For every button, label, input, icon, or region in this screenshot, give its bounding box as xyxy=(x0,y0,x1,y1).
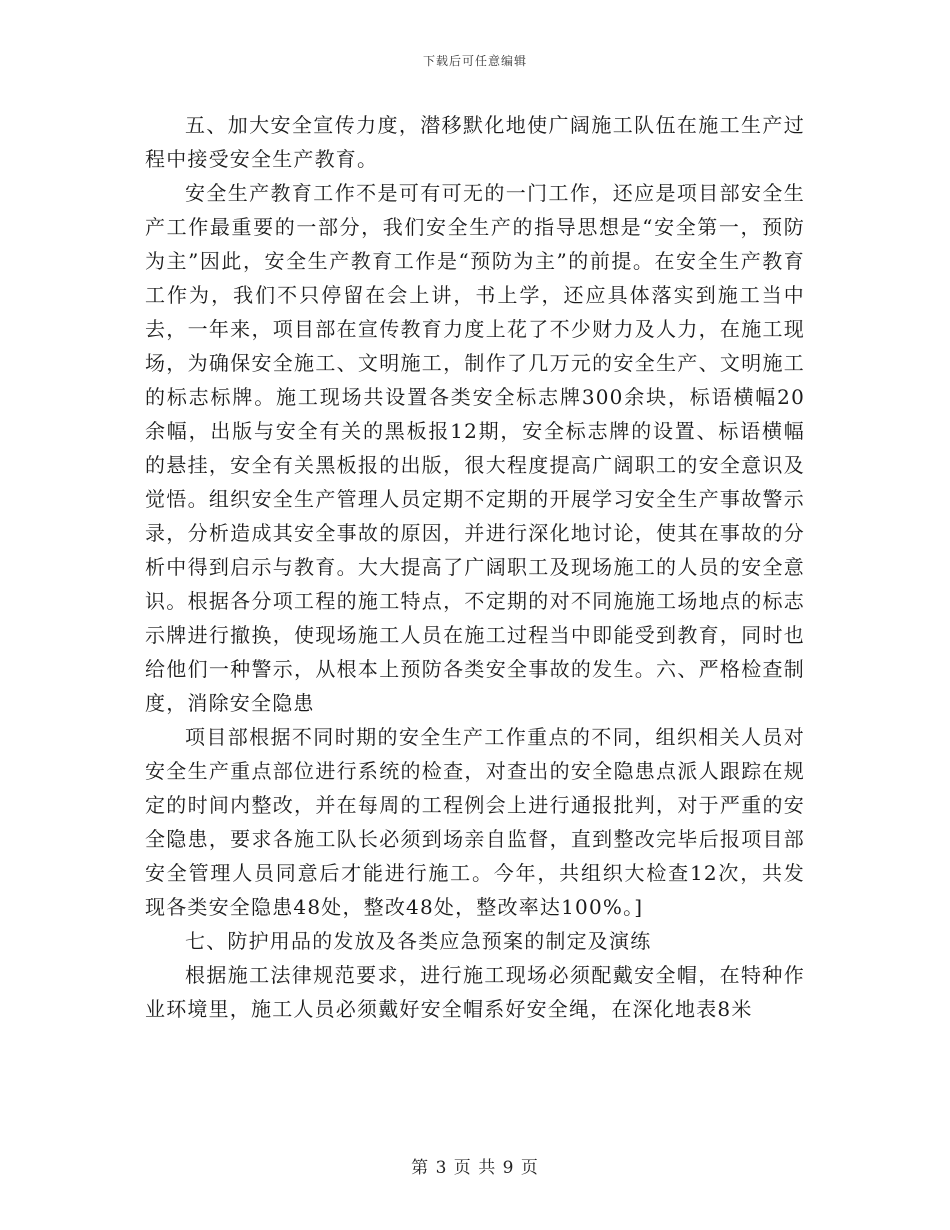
section-seven-heading: 七、防护用品的发放及各类应急预案的制定及演练 xyxy=(185,929,652,953)
page-header-note: 下载后可任意编辑 xyxy=(422,54,527,68)
protective-equipment-paragraph: 根据施工法律规范要求，进行施工现场必须配戴安全帽，在特种作业环境里，施工人员必须戴好安全帽系好安全绳，在深化地表8米 xyxy=(145,963,805,1021)
safety-education-paragraph: 安全生产教育工作不是可有可无的一门工作，还应是项目部安全生产工作最重要的一部分，我们安全生产的指导思想是“安全第一，预防为主”因此，安全生产教育工作是“预防为主”的前提。在安全生产教育工作为，我们不只停留在会上讲，书上学，还应具体落实到施工当中去，一年来，项目部在宣传教育力度上花了不少财力及人力，在施工现场，为确保安全施工、文明施工，制作了几万元的安全生产、文明施工的标志标牌。施工现场共设置各类安全标志牌300余块，标语横幅20余幅，出版与安全有关的黑板报12期，安全标志牌的设置、标语横幅的悬挂，安全有关黑板报的出版，很大程度提高广阔职工的安全意识及觉悟。组织安全生产管理人员定期不定期的开展学习安全生产事故警示录，分析造成其安全事故的原因，并进行深化地讨论，使其在事故的分析中得到启示与教育。大大提高了广阔职工及现场施工的人员的安全意识。根据各分项工程的施工特点，不定期的对不同施施工场地点的标志示牌进行撤换，使现场施工人员在施工过程当中即能受到教育，同时也给他们一种警示，从根本上预防各类安全事故的发生。六、严格检查制度，消除安全隐患 xyxy=(145,181,805,715)
page-number-footer: 第 3 页 共 9 页 xyxy=(411,1158,539,1178)
inspection-paragraph: 项目部根据不同时期的安全生产工作重点的不同，组织相关人员对安全生产重点部位进行系统的检查，对查出的安全隐患点派人跟踪在规定的时间内整改，并在每周的工程例会上进行通报批判，对于严重的安全隐患，要求各施工队长必须到场亲自监督，直到整改完毕后报项目部安全管理人员同意后才能进行施工。今年，共组织大检查12次，共发现各类安全隐患48处，整改48处，整改率达100%。] xyxy=(145,725,805,919)
section-five-heading: 五、加大安全宣传力度，潜移默化地使广阔施工队伍在施工生产过程中接受安全生产教育。 xyxy=(145,113,805,171)
document-body xyxy=(145,108,805,1026)
